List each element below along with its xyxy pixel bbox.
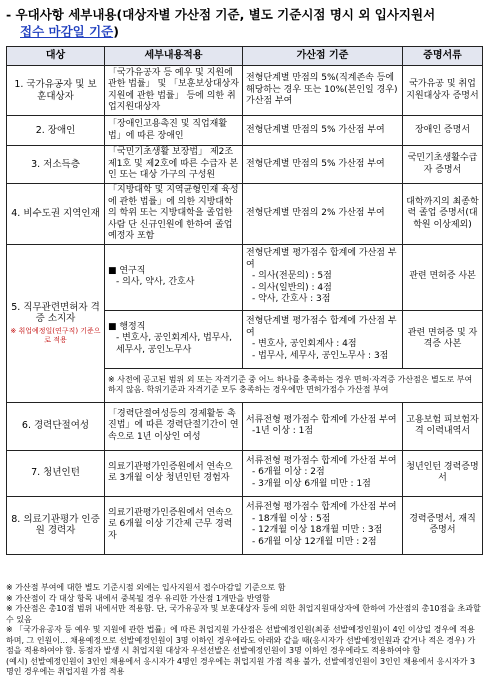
row-document: 청년인턴 경력증명서: [403, 450, 483, 496]
row-detail: 「장애인고용촉진 및 직업재활법」에 따른 장애인: [105, 116, 243, 146]
row-detail-admin: ■ 행정직 - 변호사, 공인회계사, 법무사, 세무사, 공인노무사: [105, 310, 243, 368]
row-category: 1. 국가유공자 및 보훈대상자: [7, 66, 105, 116]
row-document: 국가유공 및 취업지원대상자 증명서: [403, 66, 483, 116]
row-standard-admin: 전형단계별 평가점수 합계에 가산점 부여 - 변호사, 공인회계사 : 4점 - 법무사, 세무사, 공인노무사 : 3점: [243, 310, 403, 368]
heading-line2: 접수 마감일 기준): [20, 24, 119, 39]
table-row: [7, 450, 483, 496]
header-documents: 증명서류: [403, 47, 483, 66]
footnote: ※ 가산점이 각 대상 항목 내에서 중복될 경우 유리한 가산점 1개만을 반영함: [6, 593, 270, 603]
row-category: 2. 장애인: [7, 116, 105, 146]
row-document: 국민기초생활수급자 증명서: [403, 146, 483, 184]
row-standard: 전형단계별 만점의 5% 가산점 부여: [243, 146, 403, 184]
table-row: [7, 244, 483, 310]
row-detail: 「경력단절여성등의 경제활동 촉진법」에 따른 경력단절기간이 연속으로 1년 이상인 여성: [105, 402, 243, 450]
row-document: 장애인 증명서: [403, 116, 483, 146]
table-row: [7, 402, 483, 450]
table-row: [7, 116, 483, 146]
header-standard: 가산점 기준: [243, 47, 403, 66]
row-document: 고용보험 피보험자격 이력내역서: [403, 402, 483, 450]
row-standard-research: 전형단계별 평가점수 합계에 가산점 부여 - 의사(전문의) : 5점 - 의사(일반의) : 4점 - 약사, 간호사 : 3점: [243, 244, 403, 310]
footnote: ※ 「국가유공자 등 예우 및 지원에 관한 법률」에 따른 취업지원 가산점은 선발예정인원(최종 선발예정인원)이 4인 이상일 경우에 적용하며, 그 인원이... 채용예정으로 선발예정인원이 3명 이하인 경우에라도 아래와 같을 때(응시자가 선발예정인원과 같거나 적은 경우) 가점을 적용하여야 함. 동점자 발생 시 취업지원 대상자 우선선발은 선발예정인원이 3명 이하인 경우에라도 적용하여야 함: [6, 625, 476, 655]
table-row: [7, 496, 483, 554]
row-detail: 「국민기초생활 보장법」 제2조 제1호 및 제2호에 따른 수급자 본인 또는 대상 가구의 구성원: [105, 146, 243, 184]
row-document: 관련 면허증 사본: [403, 244, 483, 310]
row-standard: 서류전형 평가점수 합계에 가산점 부여 -1년 이상 : 1점: [243, 402, 403, 450]
table-row: [7, 146, 483, 184]
row-standard: 전형단계별 만점의 2% 가산점 부여: [243, 184, 403, 245]
row-standard: 서류전형 평가점수 합계에 가산점 부여 - 6개월 이상 : 2점 - 3개월 이상 6개월 미만 : 1점: [243, 450, 403, 496]
heading-line1: - 우대사항 세부내용(대상자별 가산점 기준, 별도 기준시점 명시 외 입사지원서: [6, 7, 436, 22]
row-document: 대학까지의 최종학력 졸업 증명서(대학원 이상제외): [403, 184, 483, 245]
bonus-table: [6, 46, 483, 555]
row-detail: 의료기관평가인증원에서 연속으로 3개월 이상 청년인턴 경험자: [105, 450, 243, 496]
row-standard: 전형단계별 만점의 5% 가산점 부여: [243, 116, 403, 146]
row-detail: 의료기관평가인증원에서 연속으로 6개월 이상 기간제 근무 경력자: [105, 496, 243, 554]
category-note: ※ 취업예정일(연구직) 기준으로 적용: [10, 326, 101, 344]
row-category: 6. 경력단절여성: [7, 402, 105, 450]
row-category: 5. 직무관련면허자 격증 소지자 ※ 취업예정일(연구직) 기준으로 적용: [7, 244, 105, 402]
row-detail-research: ■ 연구직 - 의사, 약사, 간호사: [105, 244, 243, 310]
row-detail: 「지방대학 및 지역균형인재 육성에 관한 법률」에 의한 지방대학의 학위 또는 지방대학을 졸업한 사람 단 신규인원에 한하여 졸업예정자 포함: [105, 184, 243, 245]
row-category: 3. 저소득층: [7, 146, 105, 184]
row-detail: 「국가유공자 등 예우 및 지원에 관한 법률」 및 「보훈보상대상자 지원에 관한 법률」 등에 의한 취업지원대상자: [105, 66, 243, 116]
row-category: 7. 청년인턴: [7, 450, 105, 496]
license-note: ※ 사전에 공고된 범위 외 또는 자격기준 중 어느 하나를 충족하는 경우 면허·자격증 가산점은 별도로 부여하지 않음. 학위기준과 자격기준 모두 충족하는 경우에만 면허가점수 가산점 부여: [105, 368, 483, 402]
row-standard: 서류전형 평가점수 합계에 가산점 부여 - 18개월 이상 : 5점 - 12개월 이상 18개월 미만 : 3점 - 6개월 이상 12개월 미만 : 2점: [243, 496, 403, 554]
footnote: ※ 가산점 부여에 대한 별도 기준시점 외에는 입사지원서 접수마감일 기준으로 함: [6, 583, 286, 592]
header-detail: 세부내용적용: [105, 47, 243, 66]
section-heading: [6, 6, 484, 40]
footnote: ※ 가산점은 총10점 범위 내에서만 적용함. 단, 국가유공자 및 보훈대상자 등에 의한 취업지원대상자에 한하여 가산점의 총10점을 초과할 수 있음: [6, 604, 481, 624]
footnotes: [6, 583, 482, 678]
row-category: 4. 비수도권 지역인재: [7, 184, 105, 245]
heading-highlight: 접수 마감일 기준: [20, 24, 114, 39]
table-row: [7, 66, 483, 116]
footnote: (예시) 선발예정인원이 3인인 채용에서 응시자가 4명인 경우에는 취업지원 가점 적용 불가, 선발예정인원이 3인인 채용에서 응시자가 3명인 경우에는 취업지원 가점 적용: [6, 656, 476, 676]
table-header-row: [7, 47, 483, 66]
header-target: 대상: [7, 47, 105, 66]
row-document: 관련 면허증 및 자격증 사본: [403, 310, 483, 368]
row-document: 경력증명서, 재직증명서: [403, 496, 483, 554]
table-row: [7, 184, 483, 245]
row-category: 8. 의료기관평가 인증원 경력자: [7, 496, 105, 554]
row-standard: 전형단계별 만점의 5%(직계존속 등에 해당하는 경우 또는 10%(본인일 경우) 가산점 부여: [243, 66, 403, 116]
